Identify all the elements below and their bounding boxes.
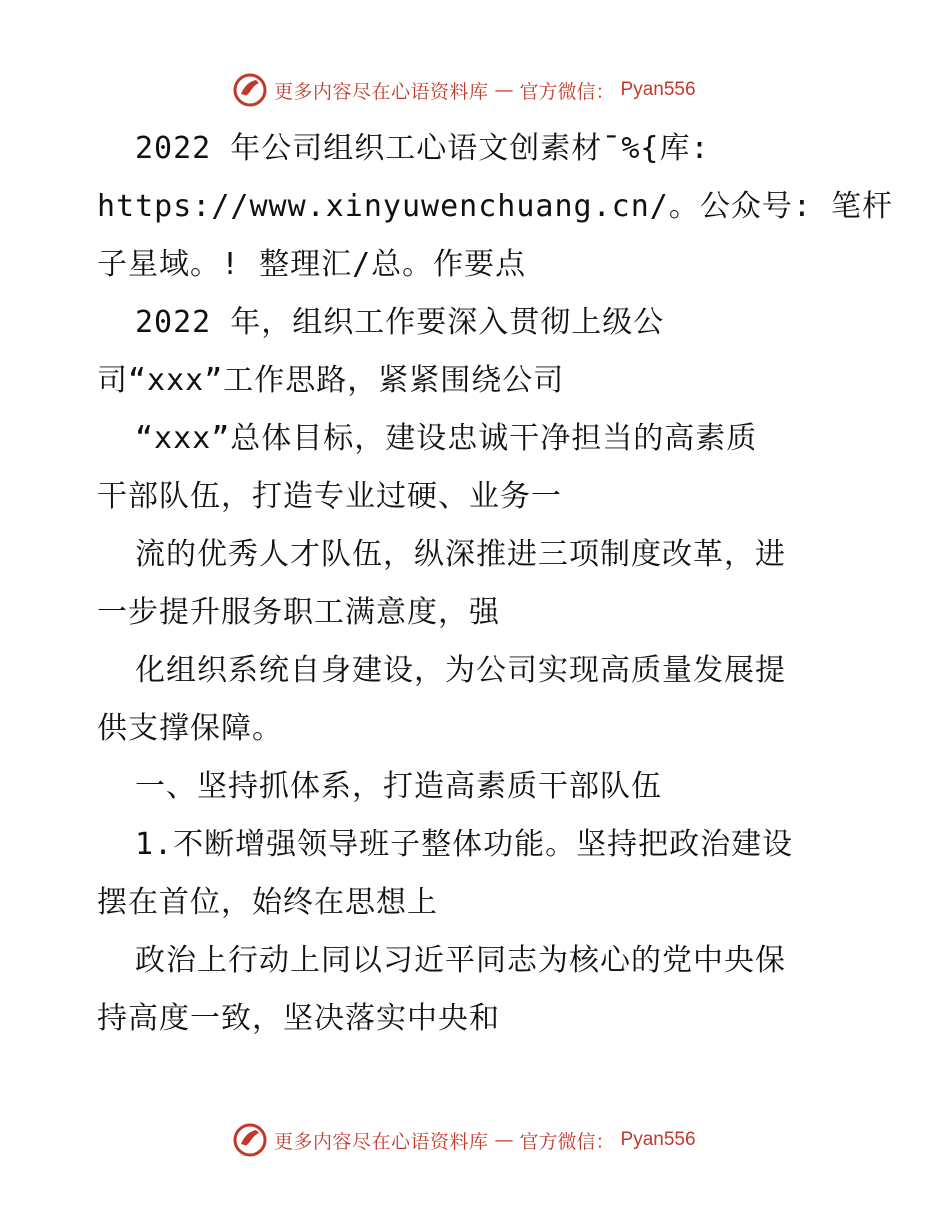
text-line: 持高度一致，坚决落实中央和 — [97, 1001, 500, 1036]
text-line: 化组织系统自身建设，为公司实现高质量发展提 — [135, 653, 786, 688]
footer-wechat-label: 官方微信： — [519, 1130, 615, 1153]
text-line: 2022 年，组织工作要深入贯彻上级公 — [135, 305, 665, 340]
header-site-text: 更多内容尽在心语资料库 — [274, 80, 489, 103]
header-wechat-label: 官方微信： — [519, 80, 615, 103]
footer-wechat-id: Pyan556 — [620, 1129, 696, 1150]
text-line: 一步提升服务职工满意度，强 — [97, 595, 500, 630]
xinyu-logo-icon — [232, 72, 268, 108]
document-body — [97, 120, 893, 1048]
header-banner — [232, 70, 696, 110]
text-line: 1.不断增强领导班子整体功能。坚持把政治建设 — [135, 827, 794, 862]
text-line: 2022 年公司组织工心语文创素材¯%{库: — [135, 131, 710, 166]
header-wechat-id: Pyan556 — [620, 79, 696, 100]
footer-banner — [232, 1120, 696, 1160]
text-line: 流的优秀人才队伍，纵深推进三项制度改革，进 — [135, 537, 786, 572]
text-line: 一、坚持抓体系，打造高素质干部队伍 — [135, 769, 662, 804]
footer-separator: — — [494, 1129, 514, 1151]
xinyu-logo-icon — [232, 1122, 268, 1158]
text-line: “xxx”总体目标，建设忠诚干净担当的高素质 — [135, 421, 758, 456]
text-line: https://www.xinyuwenchuang.cn/。公众号: 笔杆 — [97, 189, 893, 224]
text-line: 供支撑保障。 — [97, 711, 283, 746]
text-line: 干部队伍，打造专业过硬、业务一 — [97, 479, 562, 514]
text-line: 政治上行动上同以习近平同志为核心的党中央保 — [135, 943, 786, 978]
text-line: 司“xxx”工作思路，紧紧围绕公司 — [97, 363, 565, 398]
text-line: 子星域。! 整理汇/总。作要点 — [97, 247, 527, 282]
header-separator: — — [494, 79, 514, 101]
footer-site-text: 更多内容尽在心语资料库 — [274, 1130, 489, 1153]
text-line: 摆在首位，始终在思想上 — [97, 885, 438, 920]
